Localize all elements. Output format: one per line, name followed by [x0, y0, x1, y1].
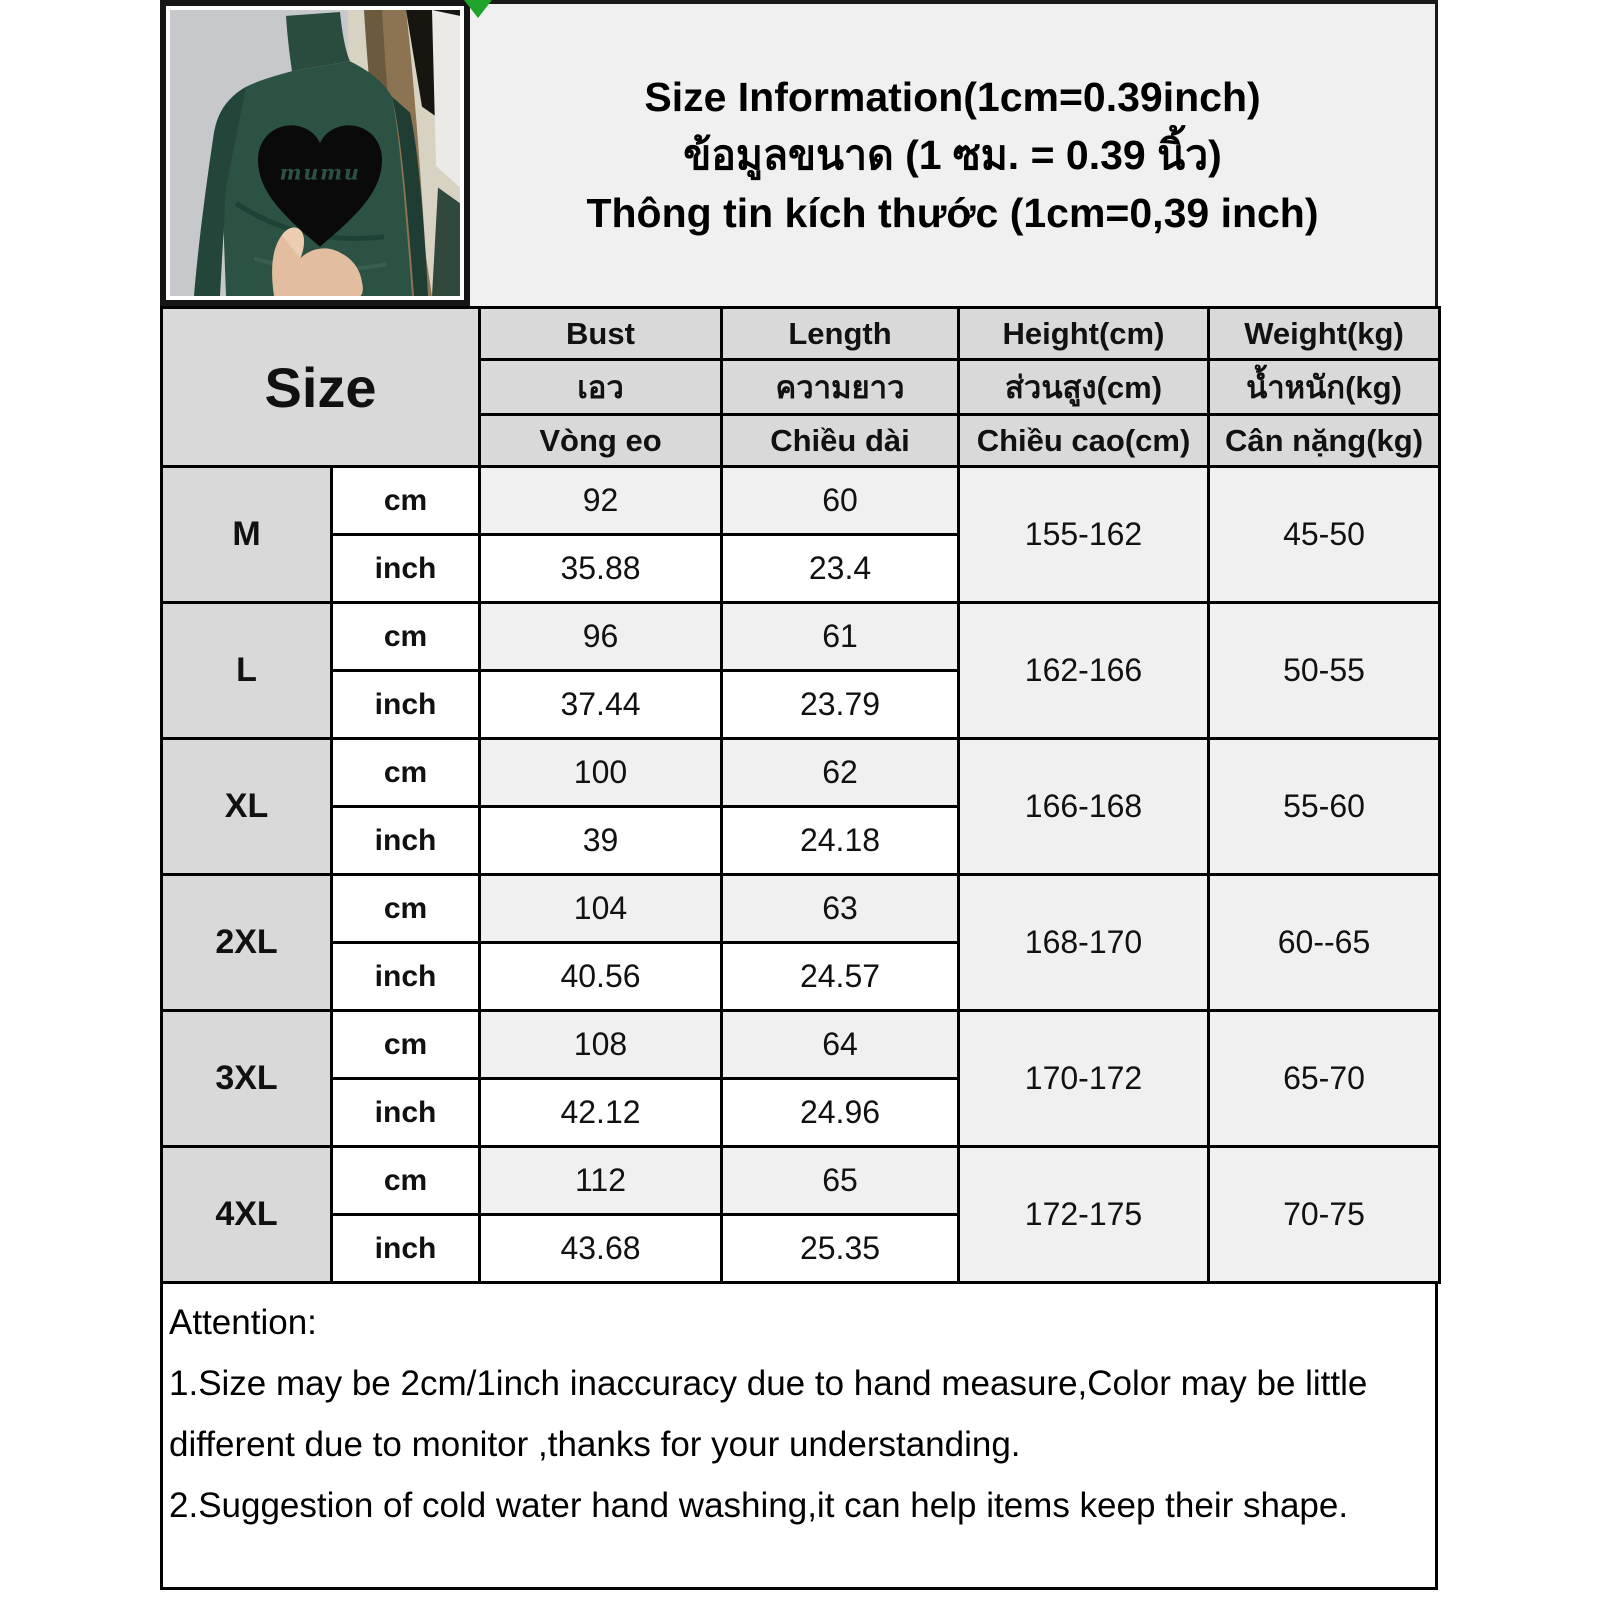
unit-label-cm: cm [332, 1147, 480, 1215]
size-table [160, 306, 1441, 1284]
unit-label-cm: cm [332, 875, 480, 943]
col-header-height-en: Height(cm) [959, 308, 1209, 360]
content-wrapper [160, 0, 1438, 1590]
length-cm-value: 62 [722, 739, 959, 807]
height-range: 162-166 [959, 603, 1209, 739]
length-inch-value: 24.96 [722, 1079, 959, 1147]
col-header-bust-vi: Vòng eo [480, 415, 722, 467]
bust-cm-value: 112 [480, 1147, 722, 1215]
size-label: 4XL [162, 1147, 332, 1283]
row-M-cm [162, 467, 1440, 535]
unit-label-inch: inch [332, 943, 480, 1011]
top-section [160, 0, 1438, 306]
length-inch-value: 23.4 [722, 535, 959, 603]
title-thai: ข้อมูลขนาด (1 ซม. = 0.39 นิ้ว) [683, 132, 1222, 178]
col-header-bust-en: Bust [480, 308, 722, 360]
col-header-length-th: ความยาว [722, 360, 959, 415]
heart-logo-text: mumu [279, 159, 361, 185]
bust-inch-value: 40.56 [480, 943, 722, 1011]
title-area [470, 0, 1438, 306]
height-range: 168-170 [959, 875, 1209, 1011]
height-range: 155-162 [959, 467, 1209, 603]
weight-range: 55-60 [1209, 739, 1440, 875]
col-header-length-vi: Chiều dài [722, 415, 959, 467]
bust-inch-value: 43.68 [480, 1215, 722, 1283]
attention-note-1: 1.Size may be 2cm/1inch inaccuracy due to hand measure,Color may be little different due to monitor ,thanks for your understanding. [169, 1364, 1368, 1464]
size-label: XL [162, 739, 332, 875]
unit-label-cm: cm [332, 739, 480, 807]
height-range: 166-168 [959, 739, 1209, 875]
length-cm-value: 65 [722, 1147, 959, 1215]
bust-cm-value: 96 [480, 603, 722, 671]
bust-inch-value: 39 [480, 807, 722, 875]
unit-label-inch: inch [332, 1079, 480, 1147]
height-range: 170-172 [959, 1011, 1209, 1147]
bust-inch-value: 35.88 [480, 535, 722, 603]
height-range: 172-175 [959, 1147, 1209, 1283]
bust-cm-value: 108 [480, 1011, 722, 1079]
length-inch-value: 23.79 [722, 671, 959, 739]
bust-cm-value: 104 [480, 875, 722, 943]
product-photo [160, 0, 470, 306]
bust-cm-value: 100 [480, 739, 722, 807]
col-header-weight-vi: Cân nặng(kg) [1209, 415, 1440, 467]
bust-cm-value: 92 [480, 467, 722, 535]
length-inch-value: 25.35 [722, 1215, 959, 1283]
row-3XL-cm [162, 1011, 1440, 1079]
unit-label-cm: cm [332, 1011, 480, 1079]
length-cm-value: 61 [722, 603, 959, 671]
unit-label-inch: inch [332, 1215, 480, 1283]
size-label: 2XL [162, 875, 332, 1011]
white-garment [432, 10, 460, 188]
unit-label-cm: cm [332, 467, 480, 535]
length-inch-value: 24.18 [722, 807, 959, 875]
length-cm-value: 63 [722, 875, 959, 943]
size-label: M [162, 467, 332, 603]
weight-range: 60--65 [1209, 875, 1440, 1011]
col-header-height-vi: Chiều cao(cm) [959, 415, 1209, 467]
col-header-height-th: ส่วนสูง(cm) [959, 360, 1209, 415]
attention-note-2: 2.Suggestion of cold water hand washing,it can help items keep their shape. [169, 1486, 1349, 1525]
title-vietnamese: Thông tin kích thước (1cm=0,39 inch) [586, 190, 1319, 236]
unit-label-inch: inch [332, 807, 480, 875]
row-4XL-cm [162, 1147, 1440, 1215]
row-2XL-cm [162, 875, 1440, 943]
product-photo-illustration [170, 10, 460, 296]
row-XL-cm [162, 739, 1440, 807]
weight-range: 50-55 [1209, 603, 1440, 739]
title-english: Size Information(1cm=0.39inch) [644, 74, 1261, 120]
size-header-cell: Size [162, 308, 480, 467]
bust-inch-value: 37.44 [480, 671, 722, 739]
weight-range: 70-75 [1209, 1147, 1440, 1283]
attention-notes [160, 1284, 1438, 1590]
length-cm-value: 64 [722, 1011, 959, 1079]
length-inch-value: 24.57 [722, 943, 959, 1011]
unit-label-inch: inch [332, 535, 480, 603]
header-row-en [162, 308, 1440, 360]
col-header-weight-en: Weight(kg) [1209, 308, 1440, 360]
size-label: L [162, 603, 332, 739]
attention-heading: Attention: [169, 1303, 317, 1342]
row-L-cm [162, 603, 1440, 671]
unit-label-inch: inch [332, 671, 480, 739]
col-header-bust-th: เอว [480, 360, 722, 415]
green-corner-marker [464, 0, 492, 18]
col-header-weight-th: น้ำหนัก(kg) [1209, 360, 1440, 415]
unit-label-cm: cm [332, 603, 480, 671]
col-header-length-en: Length [722, 308, 959, 360]
size-label: 3XL [162, 1011, 332, 1147]
bust-inch-value: 42.12 [480, 1079, 722, 1147]
weight-range: 45-50 [1209, 467, 1440, 603]
length-cm-value: 60 [722, 467, 959, 535]
weight-range: 65-70 [1209, 1011, 1440, 1147]
